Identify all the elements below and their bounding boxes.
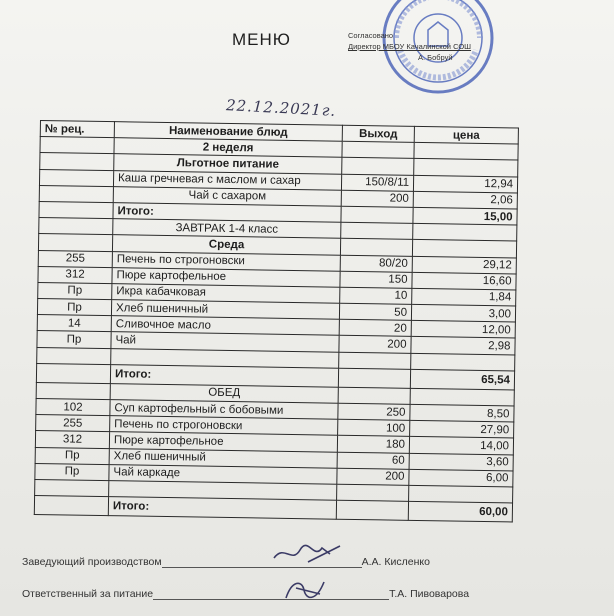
recipe-number: Пр — [38, 282, 112, 299]
approval-line: Согласовано — [348, 31, 394, 40]
category-label: Льготное питание — [114, 154, 342, 174]
recipe-number: 312 — [35, 431, 109, 448]
total-label: Итого: — [113, 203, 341, 223]
dish-output: 20 — [339, 319, 411, 336]
responsible-signature-line — [22, 588, 469, 600]
total-label: Итого: — [108, 497, 336, 520]
dish-price: 29,12 — [412, 256, 516, 274]
dish-price: 8,50 — [410, 404, 514, 422]
responsible-signature — [276, 574, 336, 604]
dish-name: Пюре картофельное — [109, 432, 337, 452]
recipe-number: Пр — [37, 299, 111, 316]
dish-output: 150/8/11 — [341, 174, 413, 191]
lunch-header: ОБЕД — [110, 383, 338, 403]
page-title: МЕНЮ — [232, 30, 291, 49]
dish-price: 3,00 — [411, 304, 515, 322]
col-header-output: Выход — [342, 125, 414, 142]
responsible-label: Ответственный за питание — [22, 588, 154, 600]
dish-name: Чай каркаде — [109, 464, 337, 484]
dish-name: Печень по строгоновски — [110, 416, 338, 436]
dish-output: 200 — [341, 190, 413, 207]
recipe-number: 14 — [37, 315, 111, 332]
total-value: 65,54 — [410, 369, 514, 390]
dish-price: 12,00 — [411, 321, 515, 339]
dish-name: Хлеб пшеничный — [111, 300, 339, 320]
recipe-number: 255 — [36, 415, 110, 432]
dish-price: 1,84 — [412, 288, 516, 306]
dish-price: 16,60 — [412, 272, 516, 290]
dish-output: 100 — [338, 419, 410, 436]
breakfast-header: ЗАВТРАК 1-4 класс — [113, 219, 341, 239]
col-header-price: цена — [414, 126, 518, 144]
approval-line: Директор МБОУ Качалинской СОШ — [348, 42, 472, 51]
recipe-number: 255 — [38, 250, 112, 267]
recipe-number: Пр — [35, 447, 109, 464]
dish-name: Печень по строгоновски — [112, 251, 340, 271]
manager-signature-line — [22, 556, 430, 568]
dish-name: Чай — [111, 332, 339, 352]
responsible-name: Т.А. Пивоварова — [389, 588, 470, 600]
manager-name: А.А. Кисленко — [361, 556, 430, 568]
col-header-rec: № рец. — [40, 121, 114, 138]
approval-line: А. Бобруй — [418, 53, 453, 62]
dish-name: Каша гречневая с маслом и сахар — [113, 170, 341, 190]
dish-output: 60 — [337, 452, 409, 469]
recipe-number: 312 — [38, 266, 112, 283]
dish-price: 27,90 — [410, 421, 514, 439]
dish-price: 2,98 — [411, 337, 515, 355]
week-label: 2 неделя — [114, 138, 342, 158]
dish-name: Сливочное масло — [111, 316, 339, 336]
dish-output: 80/20 — [340, 255, 412, 272]
dish-price: 14,00 — [409, 437, 513, 455]
dish-output: 200 — [337, 468, 409, 485]
dish-name: Чай с сахаром — [113, 186, 341, 206]
dish-output: 200 — [339, 336, 411, 353]
dish-price: 3,60 — [409, 453, 513, 471]
dish-output: 50 — [339, 303, 411, 320]
dish-output: 10 — [340, 287, 412, 304]
col-header-name: Наименование блюд — [114, 122, 342, 142]
total-label: Итого: — [110, 364, 338, 387]
dish-output: 180 — [337, 436, 409, 453]
approval-block — [348, 30, 548, 63]
dish-price: 12,94 — [413, 175, 517, 193]
recipe-number: Пр — [35, 463, 109, 480]
dish-name: Суп картофельный с бобовыми — [110, 400, 338, 420]
handwritten-date: 22.12.2021г. — [225, 96, 337, 120]
total-value: 60,00 — [408, 501, 512, 522]
day-label: Среда — [112, 235, 340, 255]
total-value: 15,00 — [413, 207, 517, 225]
dish-name: Хлеб пшеничный — [109, 448, 337, 468]
dish-name: Икра кабачковая — [112, 284, 340, 304]
recipe-number: Пр — [37, 331, 111, 348]
recipe-number: 102 — [36, 398, 110, 415]
dish-output: 250 — [338, 403, 410, 420]
dish-price: 2,06 — [413, 191, 517, 209]
manager-label: Заведующий производством — [22, 556, 162, 568]
dish-price: 6,00 — [409, 469, 513, 487]
dish-name: Пюре картофельное — [112, 267, 340, 287]
manager-signature — [270, 540, 350, 566]
dish-output: 150 — [340, 271, 412, 288]
menu-table — [34, 120, 519, 523]
